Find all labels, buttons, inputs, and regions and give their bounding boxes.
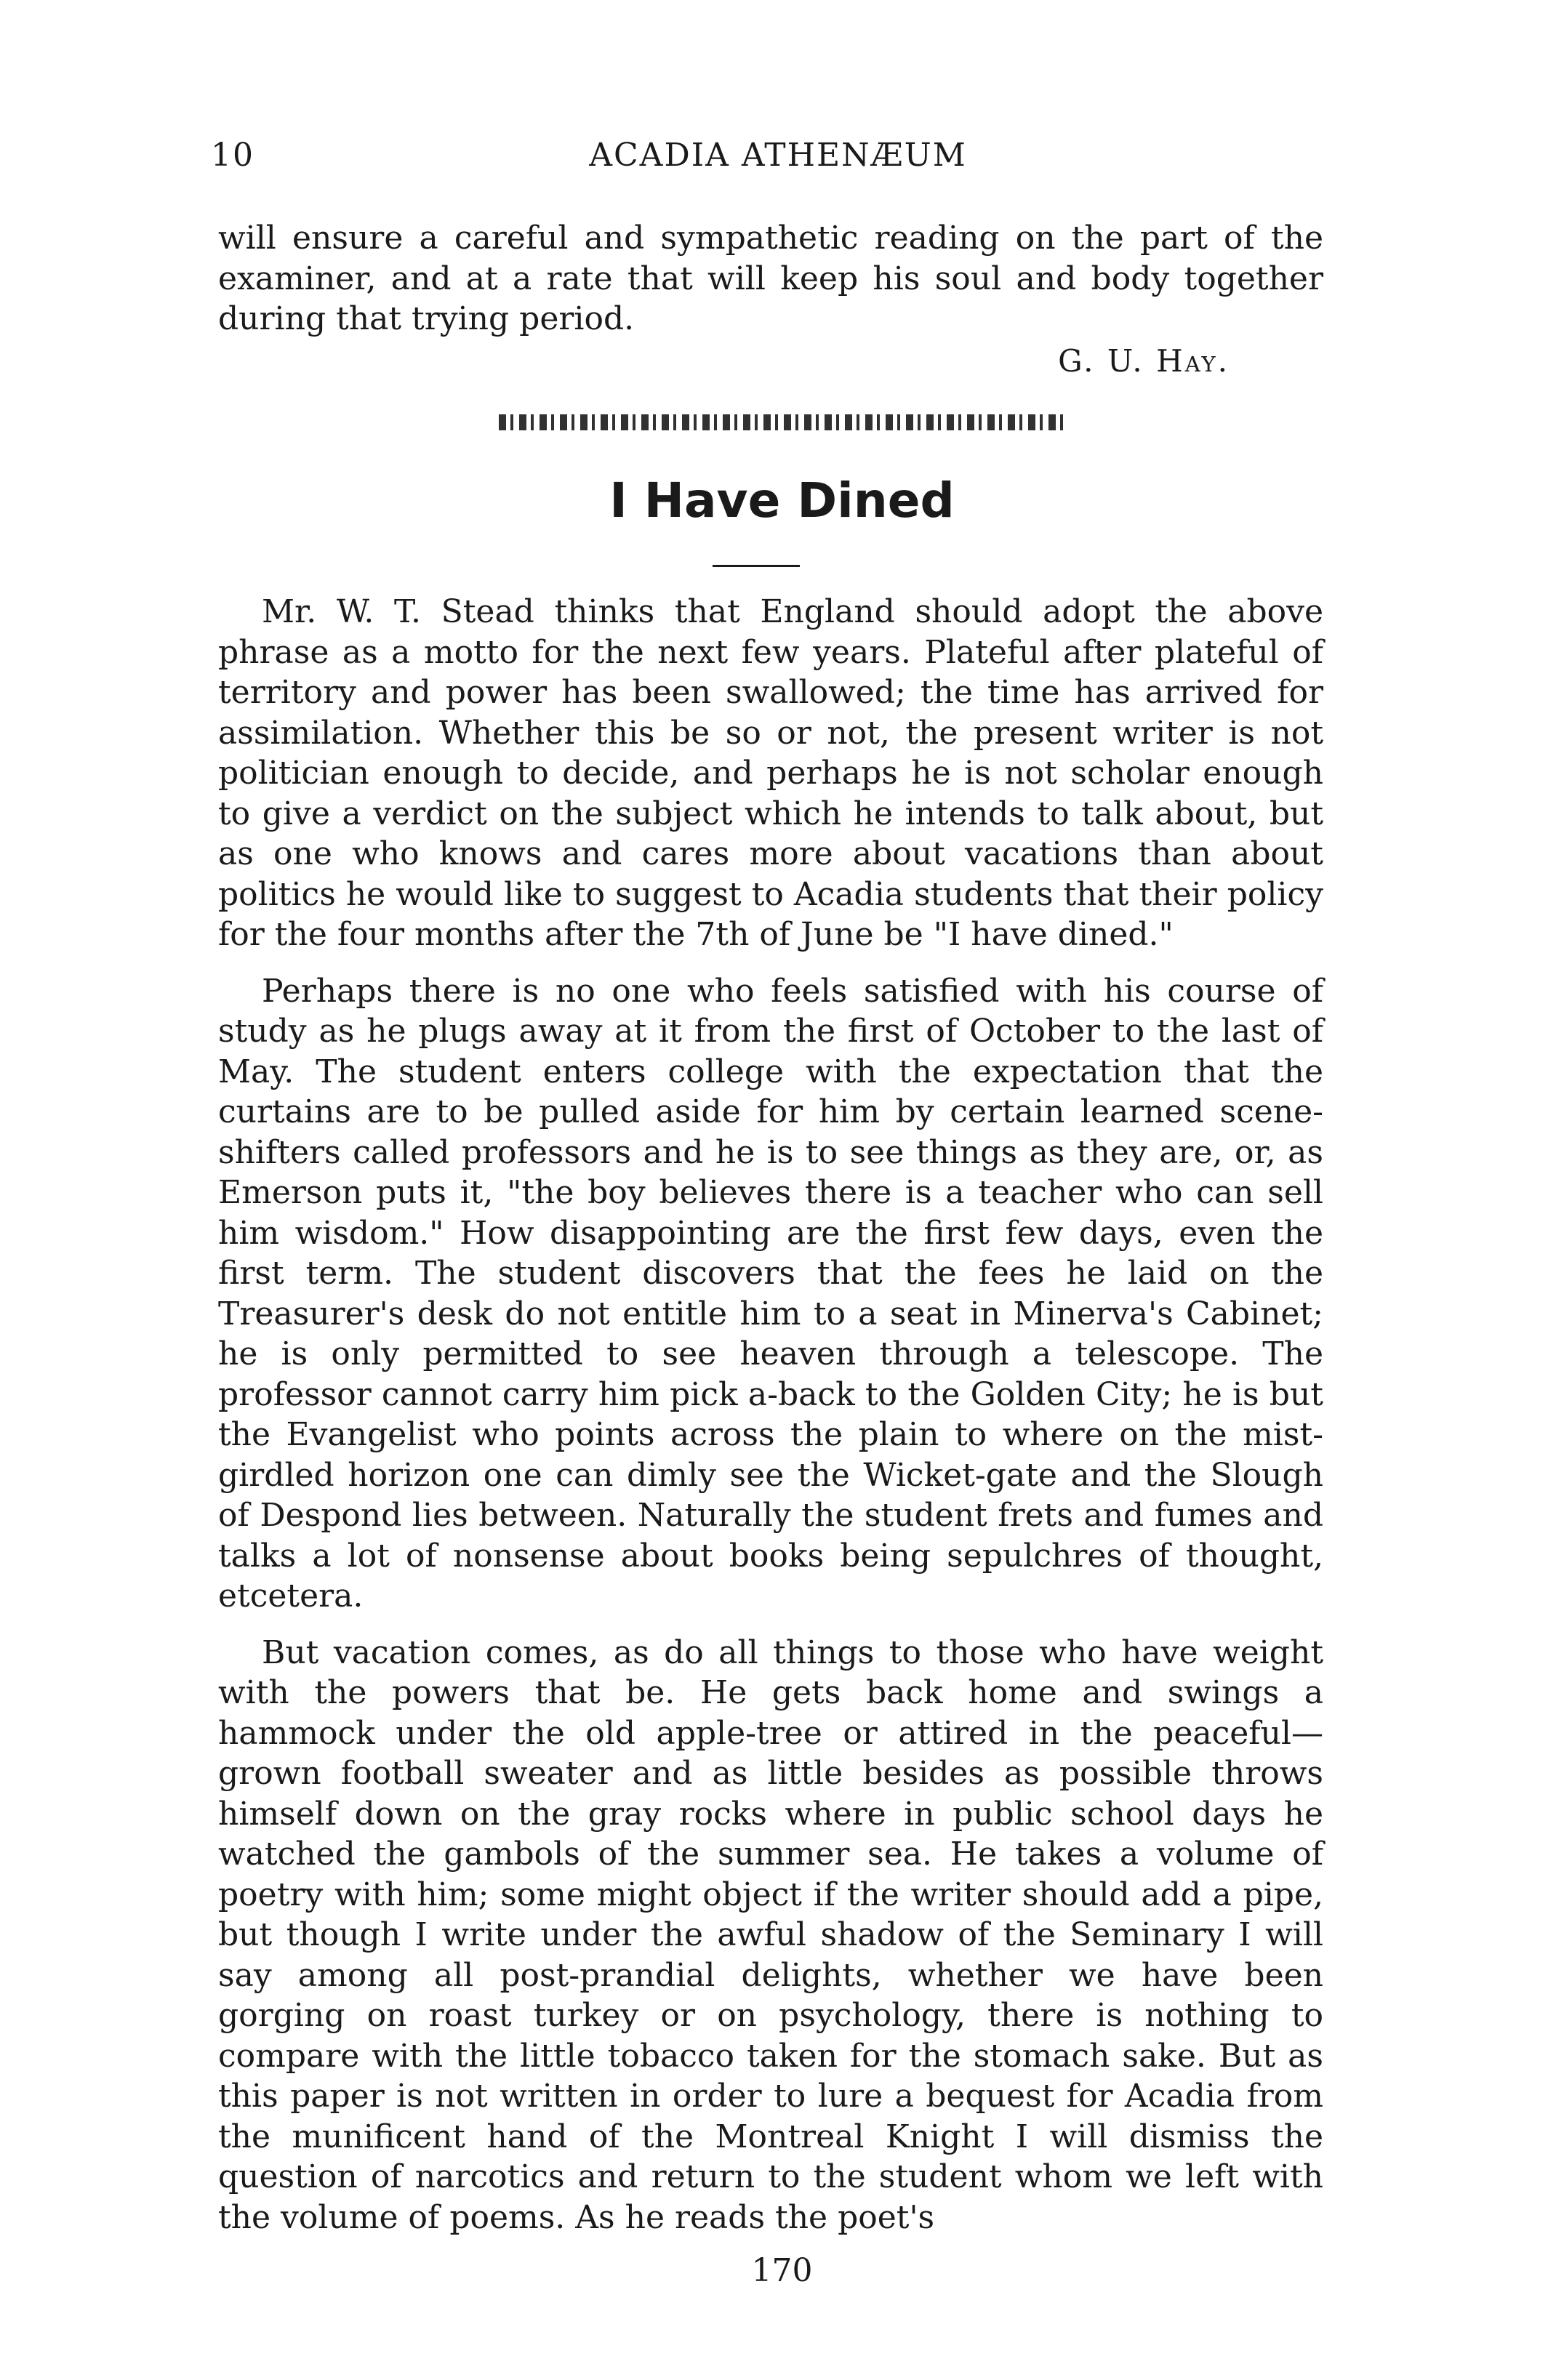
folio-number: 170 xyxy=(751,2252,813,2289)
journal-title: ACADIA ATHENÆUM xyxy=(589,137,967,174)
paragraph-3: But vacation comes, as do all things to those who have weight with the powers that be. He gets back home and swings a hammock under the old apple-tree or attired in the peaceful—grown football sweater and as little besides as possible throws himself down on the gray rocks where in public school days he watched the gambols of the summer sea. He takes a volume of poetry with him; some might object if the writer should add a pipe, but though I write under the awful shadow of the Seminary I will say among all post-prandial delights, whether we have been gorging on roast turkey or on psychology, there is nothing to compare with the little tobacco taken for the stomach sake. But as this paper is not written in order to lure a bequest for Acadia from the munificent hand of the Montreal Knight I will dismiss the question of narcotics and return to the student whom we left with the volume of poems. As he reads the poet's xyxy=(218,1633,1323,2236)
intro-paragraph xyxy=(218,218,1323,339)
article-title: I Have Dined xyxy=(609,473,955,528)
author-signature: G. U. Hay. xyxy=(1058,343,1230,379)
paragraph-1: Mr. W. T. Stead thinks that England should adopt the above phrase as a motto for the next few years. Plateful after plateful of territory and power has been swallowed; the time has arrived for assimilation. Whether this be so or not, the present writer is not politician enough to decide, and perhaps he is not scholar enough to give a verdict on the subject which he intends to talk about, but as one who knows and cares more about vacations than about politics he would like to suggest to Acadia students that their policy for the four months after the 7th of June be "I have dined." xyxy=(218,593,1323,953)
running-head xyxy=(211,137,1345,180)
intro-text: will ensure a careful and sympathetic reading on the part of the examiner, and at a rate that will keep his soul and body together during that trying period. xyxy=(218,220,1323,337)
title-rule xyxy=(713,565,800,567)
page-number: 10 xyxy=(211,137,254,174)
paragraph-2: Perhaps there is no one who feels satisfied with his course of study as he plugs away at it from the first of October to the last of May. The student enters college with the expectation that the curtains are to be pulled aside for him by certain learned scene-shifters called professors and he is to see things as they are, or, as Emerson puts it, "the boy believes there is a teacher who can sell him wisdom." How disappointing are the first few days, even the first term. The student discovers that the fees he laid on the Treasurer's desk do not entitle him to a seat in Minerva's Cabinet; he is only permitted to see heaven through a telescope. The professor cannot carry him pick a-back to the Golden City; he is but the Evangelist who points across the plain to where on the mist-girdled horizon one can dimly see the Wicket-gate and the Slough of Despond lies between. Naturally the student frets and fumes and talks a lot of nonsense about books being sepulchres of thought, etcetera. xyxy=(218,972,1323,1615)
ornament-divider xyxy=(0,411,1564,436)
article-body xyxy=(218,592,1323,2238)
ornament-rule xyxy=(499,414,1066,430)
